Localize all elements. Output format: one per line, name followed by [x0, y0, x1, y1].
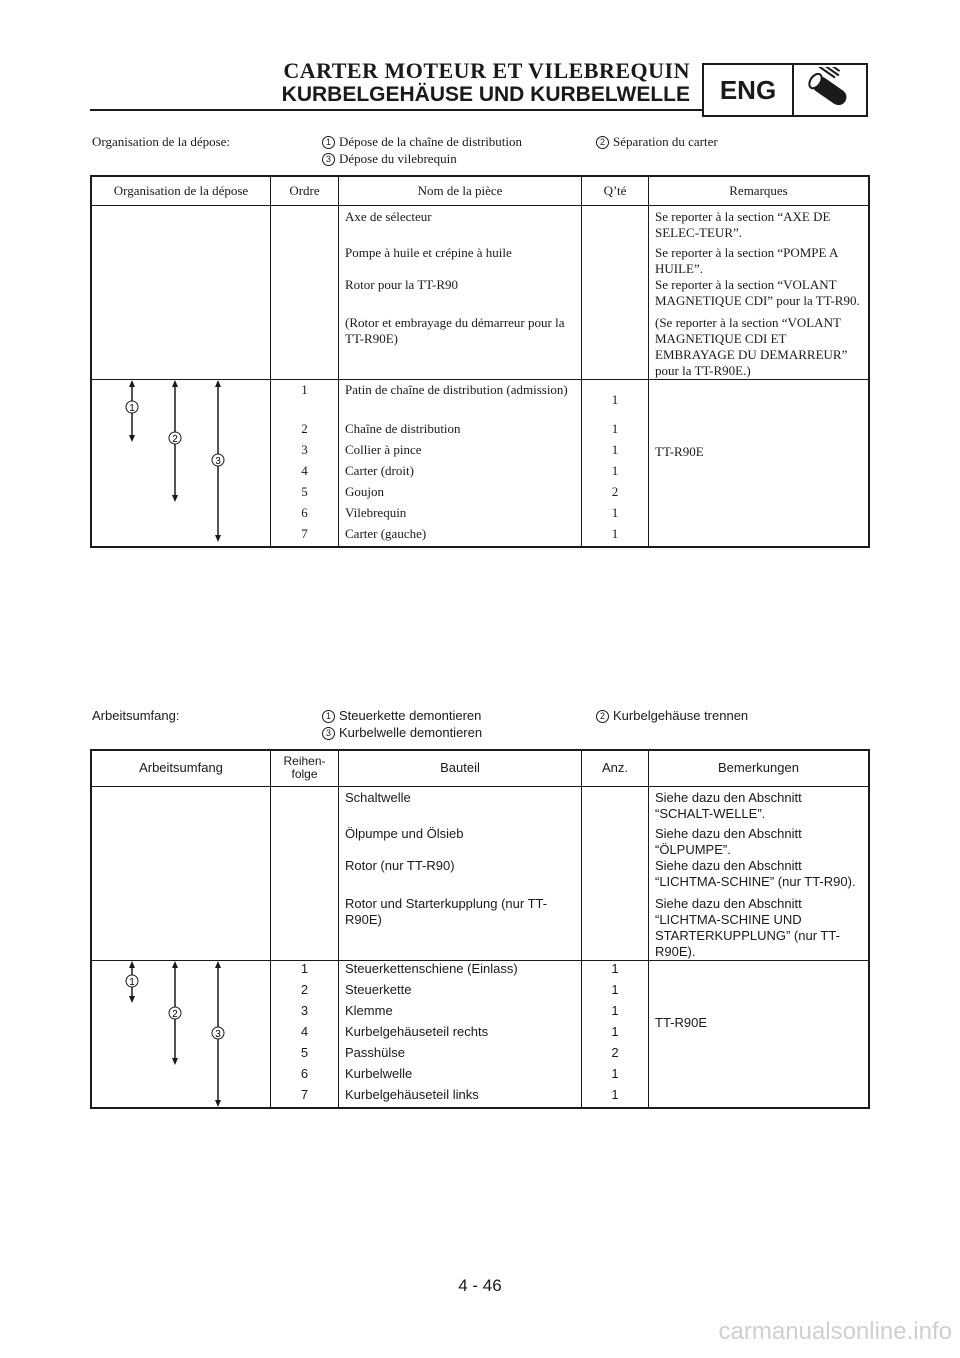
table-row: [91, 205, 869, 245]
remark: Siehe dazu den Abschnitt “LICHTMA-SCHINE UND STARTERKUPPLUNG” (nur TT-R90E).: [649, 896, 870, 961]
col-header: Bemerkungen: [649, 750, 870, 786]
group-remark: TT-R90E: [655, 1014, 708, 1030]
fr-org-step-text: Séparation du carter: [613, 134, 718, 149]
quantity: 1: [582, 1003, 649, 1024]
de-removal-table: [90, 749, 870, 1109]
table-row: [91, 380, 869, 421]
de-org-step-2: [596, 707, 748, 724]
part-name: Kurbelwelle: [339, 1066, 582, 1087]
step-number-circle: 3: [322, 153, 335, 166]
order-number: 4: [271, 1024, 339, 1045]
quantity: 1: [582, 982, 649, 1003]
de-org-step-3: [322, 724, 482, 741]
table-row: [91, 786, 869, 826]
col-header: Reihen-folge: [271, 750, 339, 786]
table-row: [91, 315, 869, 380]
fr-org-step-2: [596, 133, 718, 150]
part-name: Vilebrequin: [339, 505, 582, 526]
order-number: 7: [271, 1087, 339, 1108]
remark: Siehe dazu den Abschnitt “LICHTMA-SCHINE” (nur TT-R90).: [655, 858, 856, 889]
section-badge-label: ENG: [704, 65, 794, 115]
part-name: Kurbelgehäuseteil rechts: [339, 1024, 582, 1045]
step-number-circle: 1: [322, 710, 335, 723]
step-number-circle: 2: [596, 136, 609, 149]
table-row: [91, 961, 869, 982]
remark: Se reporter à la section “VOLANT MAGNETIQUE CDI” pour la TT-R90.: [655, 277, 860, 308]
svg-text:1: 1: [129, 977, 135, 988]
quantity: 1: [582, 526, 649, 547]
order-number: 5: [271, 484, 339, 505]
svg-text:1: 1: [129, 403, 135, 414]
de-org-step-text: Kurbelwelle demontieren: [339, 725, 483, 740]
fr-org-step-text: Dépose de la chaîne de distribution: [339, 134, 523, 149]
table-row: [91, 896, 869, 961]
part-name: Patin de chaîne de distribution (admission): [339, 380, 582, 421]
col-header: Q’té: [582, 176, 649, 205]
col-header: Remarques: [649, 176, 870, 205]
part-name: Goujon: [339, 484, 582, 505]
quantity: 1: [582, 421, 649, 442]
svg-text:2: 2: [172, 1009, 178, 1020]
group-remark: TT-R90E: [655, 443, 704, 459]
order-number: 3: [271, 1003, 339, 1024]
part-name: Schaltwelle: [339, 786, 582, 826]
part-name: Carter (gauche): [339, 526, 582, 547]
remark: Se reporter à la section “POMPE A HUILE”.: [655, 245, 838, 276]
remark: Siehe dazu den Abschnitt “ÖLPUMPE”.: [655, 826, 802, 857]
table-row: [91, 277, 869, 315]
order-number: 2: [271, 982, 339, 1003]
quantity: 1: [582, 463, 649, 484]
removal-sequence-diagram: [91, 961, 271, 1108]
watermark: carmanualsonline.info: [718, 1318, 952, 1345]
table-header-row: [91, 750, 869, 786]
quantity: 2: [582, 1045, 649, 1066]
title-german: KURBELGEHÄUSE UND KURBELWELLE: [281, 83, 690, 106]
sequence-arrows: [92, 961, 258, 1109]
quantity: 1: [582, 1024, 649, 1045]
part-name: Rotor und Starterkupplung (nur TT-R90E): [339, 896, 582, 961]
remark: Siehe dazu den Abschnitt “SCHALT-WELLE”.: [655, 789, 802, 821]
quantity: 1: [582, 505, 649, 526]
step-number-circle: 2: [596, 710, 609, 723]
part-name: Steuerkette: [339, 982, 582, 1003]
part-name: Carter (droit): [339, 463, 582, 484]
col-header: Anz.: [582, 750, 649, 786]
part-name: (Rotor et embrayage du démarreur pour la TT-R90E): [339, 315, 582, 380]
part-name: Ölpumpe und Ölsieb: [339, 826, 582, 858]
part-name: Chaîne de distribution: [339, 421, 582, 442]
svg-text:3: 3: [215, 1029, 221, 1040]
part-name: Axe de sélecteur: [339, 205, 582, 245]
part-name: Rotor pour la TT-R90: [339, 277, 582, 315]
fr-org-step-text: Dépose du vilebrequin: [339, 151, 457, 166]
header-rule: [90, 109, 702, 111]
table-header-row: [91, 176, 869, 205]
de-org-step-text: Kurbelgehäuse trennen: [613, 708, 749, 723]
de-org-step-text: Steuerkette demontieren: [339, 708, 482, 723]
fr-removal-table: [90, 175, 870, 548]
quantity: 1: [582, 961, 649, 982]
part-name: Passhülse: [339, 1045, 582, 1066]
fr-org-step-1: [322, 133, 522, 150]
sequence-arrows: [92, 380, 258, 544]
part-name: Steuerkettenschiene (Einlass): [339, 961, 582, 982]
step-number-circle: 3: [322, 727, 335, 740]
order-number: 4: [271, 463, 339, 484]
order-number: 1: [271, 961, 339, 982]
section-badge: [702, 63, 868, 117]
col-header: Arbeitsumfang: [91, 750, 271, 786]
col-header: Organisation de la dépose: [91, 176, 271, 205]
part-name: Pompe à huile et crépine à huile: [339, 245, 582, 277]
title-french: CARTER MOTEUR ET VILEBREQUIN: [283, 58, 690, 83]
table-row: [91, 245, 869, 277]
order-number: 6: [271, 1066, 339, 1087]
part-name: Rotor (nur TT-R90): [339, 858, 582, 896]
table-row: [91, 826, 869, 858]
fr-org-label: Organisation de la dépose:: [92, 134, 231, 149]
svg-text:2: 2: [172, 434, 178, 445]
quantity: 2: [582, 484, 649, 505]
fr-org-step-3: [322, 150, 457, 167]
quantity: 1: [582, 1087, 649, 1108]
step-number-circle: 1: [322, 136, 335, 149]
quantity: 1: [582, 442, 649, 463]
col-header: Ordre: [271, 176, 339, 205]
part-name: Collier à pince: [339, 442, 582, 463]
order-number: 1: [271, 380, 339, 421]
part-name: Kurbelgehäuseteil links: [339, 1087, 582, 1108]
removal-sequence-diagram: [91, 380, 271, 547]
quantity: 1: [582, 380, 649, 421]
col-header: Nom de la pièce: [339, 176, 582, 205]
order-number: 5: [271, 1045, 339, 1066]
de-org-label: Arbeitsumfang:: [92, 708, 180, 723]
col-header: Bauteil: [339, 750, 582, 786]
order-number: 3: [271, 442, 339, 463]
order-number: 7: [271, 526, 339, 547]
svg-text:3: 3: [215, 456, 221, 467]
order-number: 2: [271, 421, 339, 442]
page-number: 4 - 46: [458, 1276, 502, 1295]
part-name: Klemme: [339, 1003, 582, 1024]
de-org-step-1: [322, 707, 481, 724]
quantity: 1: [582, 1066, 649, 1087]
remark: Se reporter à la section “AXE DE SELEC-TEUR”.: [655, 208, 831, 240]
order-number: 6: [271, 505, 339, 526]
table-row: [91, 858, 869, 896]
remark: (Se reporter à la section “VOLANT MAGNETIQUE CDI ET EMBRAYAGE DU DEMARREUR” pour la TT-R90E.): [649, 315, 870, 380]
engine-wrench-icon: [794, 65, 866, 115]
